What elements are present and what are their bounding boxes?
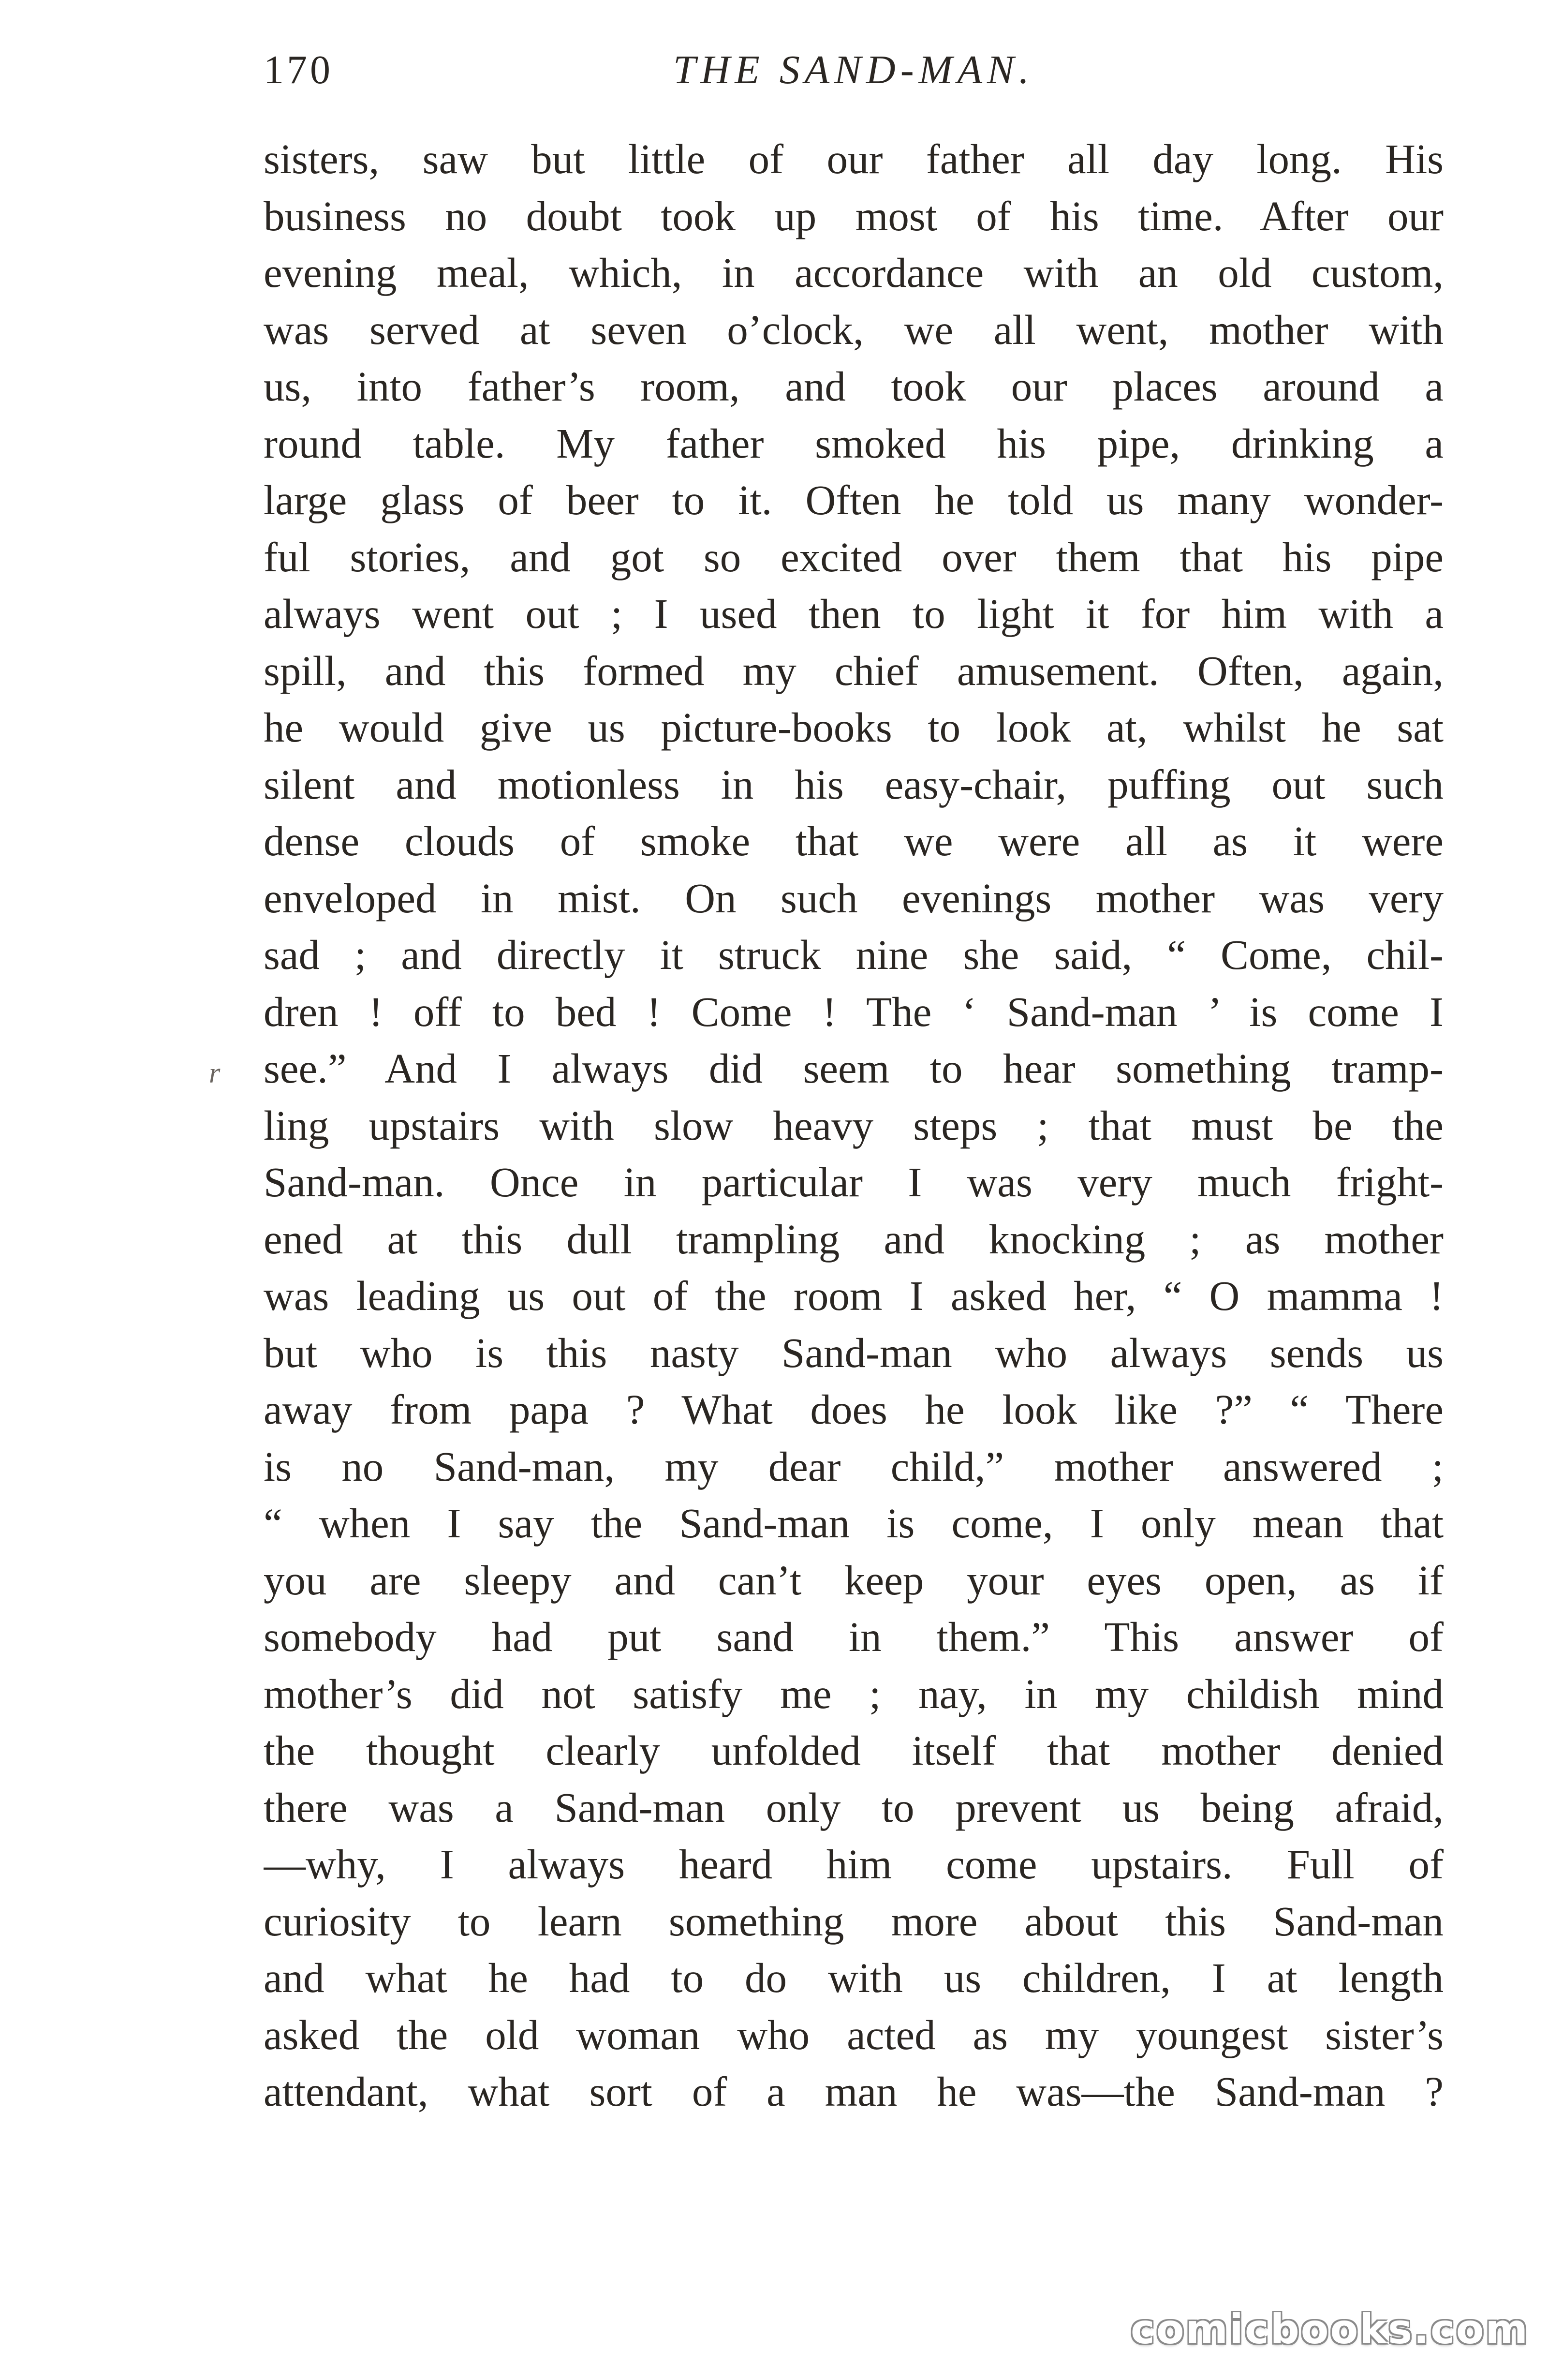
text-line: round table. My father smoked his pipe, drinking a: [264, 419, 1444, 467]
text-line: asked the old woman who acted as my youngest sister’s: [264, 2011, 1444, 2058]
text-line: was leading us out of the room I asked her, “ O mamma !: [264, 1272, 1444, 1319]
text-line: always went out ; I used then to light it for him with a: [264, 590, 1444, 637]
text-line: sad ; and directly it struck nine she said, “ Come, chil-: [264, 931, 1444, 978]
text-line: mother’s did not satisfy me ; nay, in my childish mind: [264, 1670, 1444, 1717]
text-line: us, into father’s room, and took our places around a: [264, 363, 1444, 410]
text-line: spill, and this formed my chief amusement. Often, again,: [264, 647, 1444, 694]
body-text: [264, 131, 1444, 2120]
text-line: curiosity to learn something more about this Sand-man: [264, 1897, 1444, 1945]
text-line: large glass of beer to it. Often he told us many wonder-: [264, 476, 1444, 523]
text-line: —why, I always heard him come upstairs. Full of: [264, 1841, 1444, 1888]
text-line: you are sleepy and can’t keep your eyes open, as if: [264, 1556, 1444, 1604]
text-line: evening meal, which, in accordance with an old custom,: [264, 249, 1444, 296]
text-line: ling upstairs with slow heavy steps ; that must be the: [264, 1101, 1444, 1149]
text-line: sisters, saw but little of our father all day long. His: [264, 135, 1444, 182]
text-line: was served at seven o’clock, we all went, mother with: [264, 306, 1444, 353]
text-line: there was a Sand-man only to prevent us being afraid,: [264, 1784, 1444, 1831]
text-line: away from papa ? What does he look like ?” “ There: [264, 1386, 1444, 1433]
text-line: “ when I say the Sand-man is come, I only mean that: [264, 1500, 1444, 1547]
text-line: ful stories, and got so excited over them that his pipe: [264, 533, 1444, 580]
text-line: Sand-man. Once in particular I was very much fright-: [264, 1159, 1444, 1205]
text-line: see.” And I always did seem to hear something tramp-: [264, 1045, 1444, 1092]
running-title: THE SAND-MAN.: [673, 47, 1034, 92]
text-line: silent and motionless in his easy-chair, puffing out such: [264, 760, 1444, 808]
text-line: ened at this dull trampling and knocking ; as mother: [264, 1215, 1444, 1263]
text-line: the thought clearly unfolded itself that mother denied: [264, 1727, 1444, 1774]
text-line-last: attendant, what sort of a man he was—the Sand-man ?: [264, 2068, 1444, 2115]
text-line: and what he had to do with us children, I at length: [264, 1954, 1444, 2001]
text-line: dense clouds of smoke that we were all as it were: [264, 818, 1444, 864]
text-line: dren ! off to bed ! Come ! The ‘ Sand-man ’ is come I: [264, 988, 1444, 1035]
margin-mark: r: [209, 1057, 221, 1089]
page-number: 170: [264, 47, 333, 92]
text-line: business no doubt took up most of his time. After our: [264, 192, 1444, 239]
watermark-logo: comicbooks.com: [1131, 2306, 1529, 2353]
text-line: somebody had put sand in them.” This answer of: [264, 1613, 1444, 1660]
running-head: [264, 41, 1444, 99]
text-line: but who is this nasty Sand-man who always sends us: [264, 1329, 1444, 1376]
text-line: enveloped in mist. On such evenings mother was very: [264, 874, 1444, 922]
text-line: is no Sand-man, my dear child,” mother answered ;: [264, 1443, 1444, 1490]
text-line: he would give us picture-books to look at, whilst he sat: [264, 704, 1444, 751]
